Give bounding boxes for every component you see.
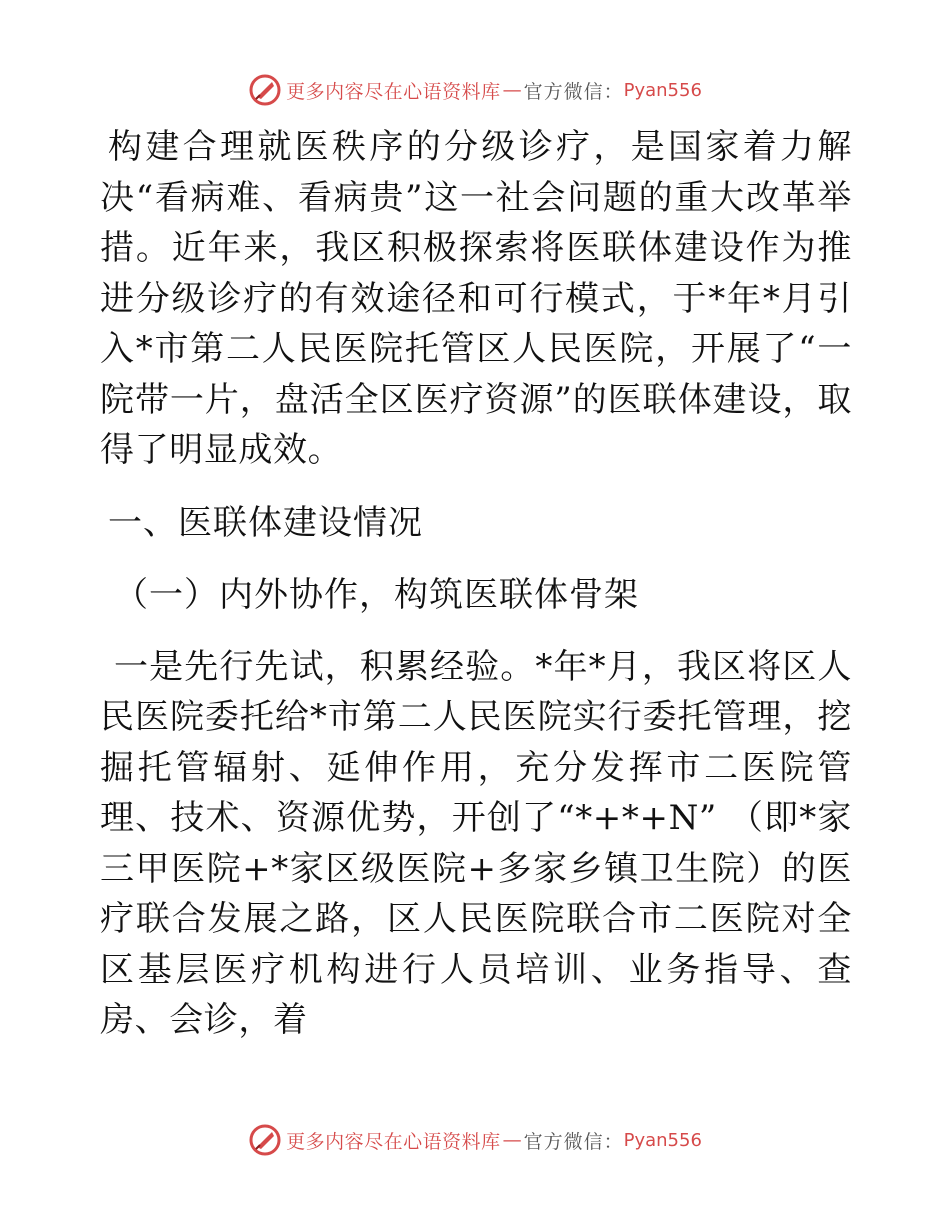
watermark-account-label: 官方微信：: [523, 1130, 624, 1153]
watermark-account-id: Pyan556: [623, 1129, 702, 1151]
feather-pen-logo-icon: [248, 1123, 282, 1157]
watermark-main-text: 更多内容尽在心语资料库: [286, 80, 501, 103]
header-watermark: [0, 70, 950, 110]
paragraph-intro: 构建合理就医秩序的分级诊疗，是国家着力解决“看病难、看病贵”这一社会问题的重大改革举措。近年来，我区积极探索将医联体建设作为推进分级诊疗的有效途径和可行模式，于*年*月引入*市第二人民医院托管区人民医院，开展了“一院带一片，盘活全区医疗资源”的医联体建设，取得了明显成效。: [100, 127, 852, 470]
document-body: [100, 122, 852, 1046]
watermark-dash: —: [502, 79, 522, 101]
paragraph-body: 一是先行先试，积累经验。*年*月，我区将区人民医院委托给*市第二人民医院实行委托管理，挖掘托管辐射、延伸作用，充分发挥市二医院管理、技术、资源优势，开创了“*+*+N” （即*家三甲医院+*家区级医院+多家乡镇卫生院）的医疗联合发展之路，区人民医院联合市二医院对全区基层医疗机构进行人员培训、业务指导、查房、会诊，着: [100, 646, 852, 1040]
footer-watermark: [0, 1120, 950, 1160]
section-heading: 一、医联体建设情况: [108, 502, 423, 543]
subsection-heading: （一）内外协作，构筑医联体骨架: [114, 574, 639, 615]
watermark-dash: —: [502, 1129, 522, 1151]
watermark-account-label: 官方微信：: [523, 80, 624, 103]
watermark-main-text: 更多内容尽在心语资料库: [286, 1130, 501, 1153]
watermark-account-id: Pyan556: [623, 79, 702, 101]
feather-pen-logo-icon: [248, 73, 282, 107]
